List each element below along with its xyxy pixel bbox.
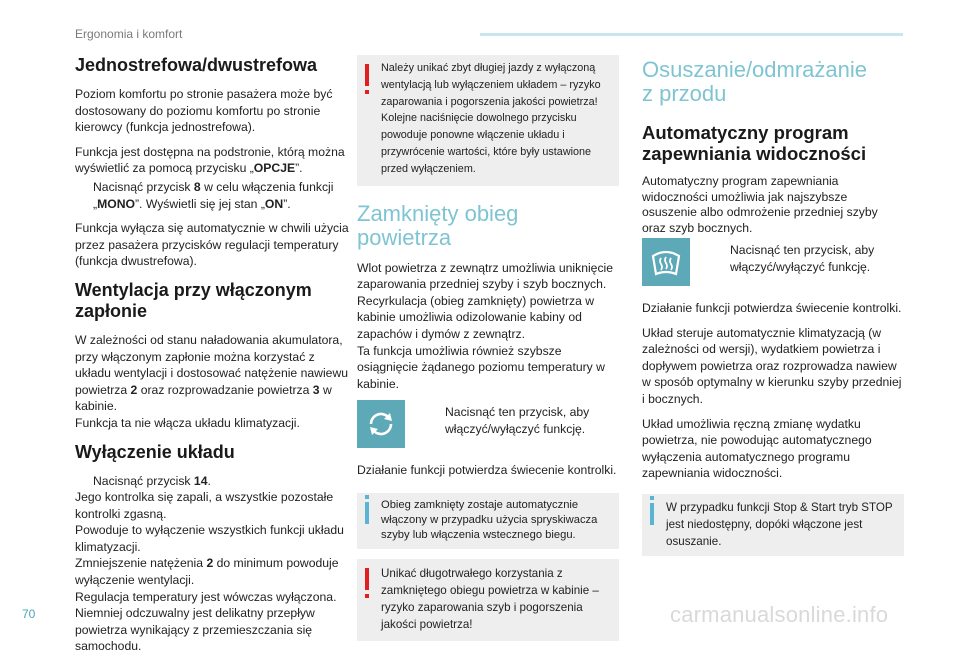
column-2 [357, 55, 619, 649]
para-reduce: Zmniejszenie natężenia 2 do minimum powoduje wyłączenie wentylacji. [75, 556, 339, 588]
heading-system-off: Wyłączenie układu [75, 441, 235, 462]
bullet-marker [75, 473, 93, 490]
warning-note-recirc: Unikać długotrwałego korzystania z zamkniętego obiegu powietrza w kabinie – ryzyko zaparowania szyb i pogorszenia jakości powietrza! [357, 559, 619, 641]
para-air-intake: Wlot powietrza z zewnątrz umożliwia uniknięcie zaparowania przedniej szyby i szyb bocznych. [357, 260, 614, 292]
warning-note: Należy unikać zbyt długiej jazdy z wyłączoną wentylacją lub wyłączeniem układem – ryzyko zaparowania i pogorszenia jakości powietrza! Kolejne naciśnięcie dowolnego przycisku powoduje ponowne włączenie układu i przywrócenie wartości, które były ustawione przed wyłączeniem. [357, 55, 619, 186]
warning-icon [365, 64, 369, 86]
heading-ventilation: Wentylacja przy włączonym zapłonie [75, 279, 312, 321]
para-comfort: Poziom komfortu po stronie pasażera może być dostosowany do poziomu komfortu po stronie kierowcy (funkcja jednostrefowa). [75, 87, 333, 135]
info-note: Obieg zamknięty zostaje automatycznie włączony w przypadku użycia spryskiwacza szyby lub włączenia wstecznego biegu. [357, 493, 619, 549]
para-recirculation: Recyrkulacja (obieg zamknięty) powietrza w kabinie umożliwia odizolowanie kabiny od zapachów i dymów z zewnątrz. [357, 293, 595, 341]
para-ventilation: W zależności od stanu naładowania akumulatora, przy włączonym zapłonie można korzystać z układu wentylacji i dostosować natężenie nawiewu powietrza 2 oraz rozprowadzanie powietrza 3 w kabinie. [75, 332, 349, 414]
watermark: carmanualsonline.info [670, 602, 889, 627]
recirculation-row [357, 400, 619, 448]
header-rule [480, 33, 903, 36]
para-system-control: Układ steruje automatycznie klimatyzacją (w zależności od wersji), wydatkiem powietrza i dopływem powietrza oraz rozprowadza nawiew w sposób optymalny w kierunku szyby przedniej i bocznych. [642, 325, 902, 406]
bullet-mono: Nacisnąć przycisk 8 w celu włączenia funkcji „MONO”. Wyświetli się jej stan „ON”. [75, 179, 350, 212]
bullet-defrost: Nacisnąć ten przycisk, aby włączyć/wyłączyć funkcję. [712, 242, 904, 286]
heading-defrost: Osuszanie/odmrażanie z przodu [642, 57, 868, 106]
header-title: Ergonomia i komfort [75, 27, 183, 41]
para-manual-flow: Układ umożliwia ręczną zmianę wydatku powietrza, nie powodując automatycznego wyłączenia automatycznego programu zapewniania widoczności. [642, 416, 872, 481]
windshield-defrost-icon [642, 238, 690, 286]
bullet-button-14: Nacisnąć przycisk 14. [75, 473, 350, 490]
para-no-ac: Funkcja ta nie włącza układu klimatyzacji. [75, 415, 300, 430]
info-note-stopstart: W przypadku funkcji Stop & Start tryb STOP jest niedostępny, dopóki włączone jest osuszanie. [642, 494, 904, 556]
para-auto-off: Funkcja wyłącza się automatycznie w chwili użycia przez pasażera przycisków regulacji temperatury (funkcja dwustrefowa). [75, 221, 349, 269]
bullet-marker [712, 242, 730, 286]
para-temperature: Regulacja temperatury jest wówczas wyłączona. Niemniej odczuwalny jest delikatny przepływ powietrza wynikający z przemieszczania się samochodu. [75, 589, 337, 654]
para-options: Funkcja jest dostępna na podstronie, którą można wyświetlić za pomocą przycisku „OPCJE”. [75, 144, 345, 176]
info-icon [650, 503, 654, 525]
para-indicator: Jego kontrolka się zapali, a wszystkie pozostałe kontrolki zgasną. [75, 490, 334, 521]
bullet-marker [75, 179, 93, 212]
bullet-recirculation: Nacisnąć ten przycisk, aby włączyć/wyłączyć funkcję. [427, 404, 619, 448]
defrost-row [642, 238, 904, 286]
info-icon [365, 502, 369, 524]
para-visibility: Automatyczny program zapewniania widoczności umożliwia jak najszybsze osuszenie albo odmrożenie przedniej szyby oraz szyb bocznych. [642, 174, 878, 235]
heading-single-dual: Jednostrefowa/dwustrefowa [75, 55, 318, 75]
column-3 [642, 55, 904, 564]
para-defrost-indicator: Działanie funkcji potwierdza świecenie kontrolki. [642, 301, 902, 315]
warning-icon [365, 568, 369, 590]
para-faster-temp: Ta funkcja umożliwia również szybsze osiągnięcie żądanego poziomu temperatury w kabinie. [357, 343, 605, 391]
heading-auto-visibility: Automatyczny program zapewniania widoczności [642, 122, 867, 164]
bullet-marker [427, 404, 445, 448]
recirculation-icon [357, 400, 405, 448]
column-1 [75, 55, 350, 663]
page-number: 70 [22, 607, 36, 621]
para-all-off: Powoduje to wyłączenie wszystkich funkcji układu klimatyzacji. [75, 523, 344, 554]
para-recirc-indicator: Działanie funkcji potwierdza świecenie kontrolki. [357, 463, 617, 478]
heading-recirculation: Zamknięty obieg powietrza [357, 200, 519, 250]
